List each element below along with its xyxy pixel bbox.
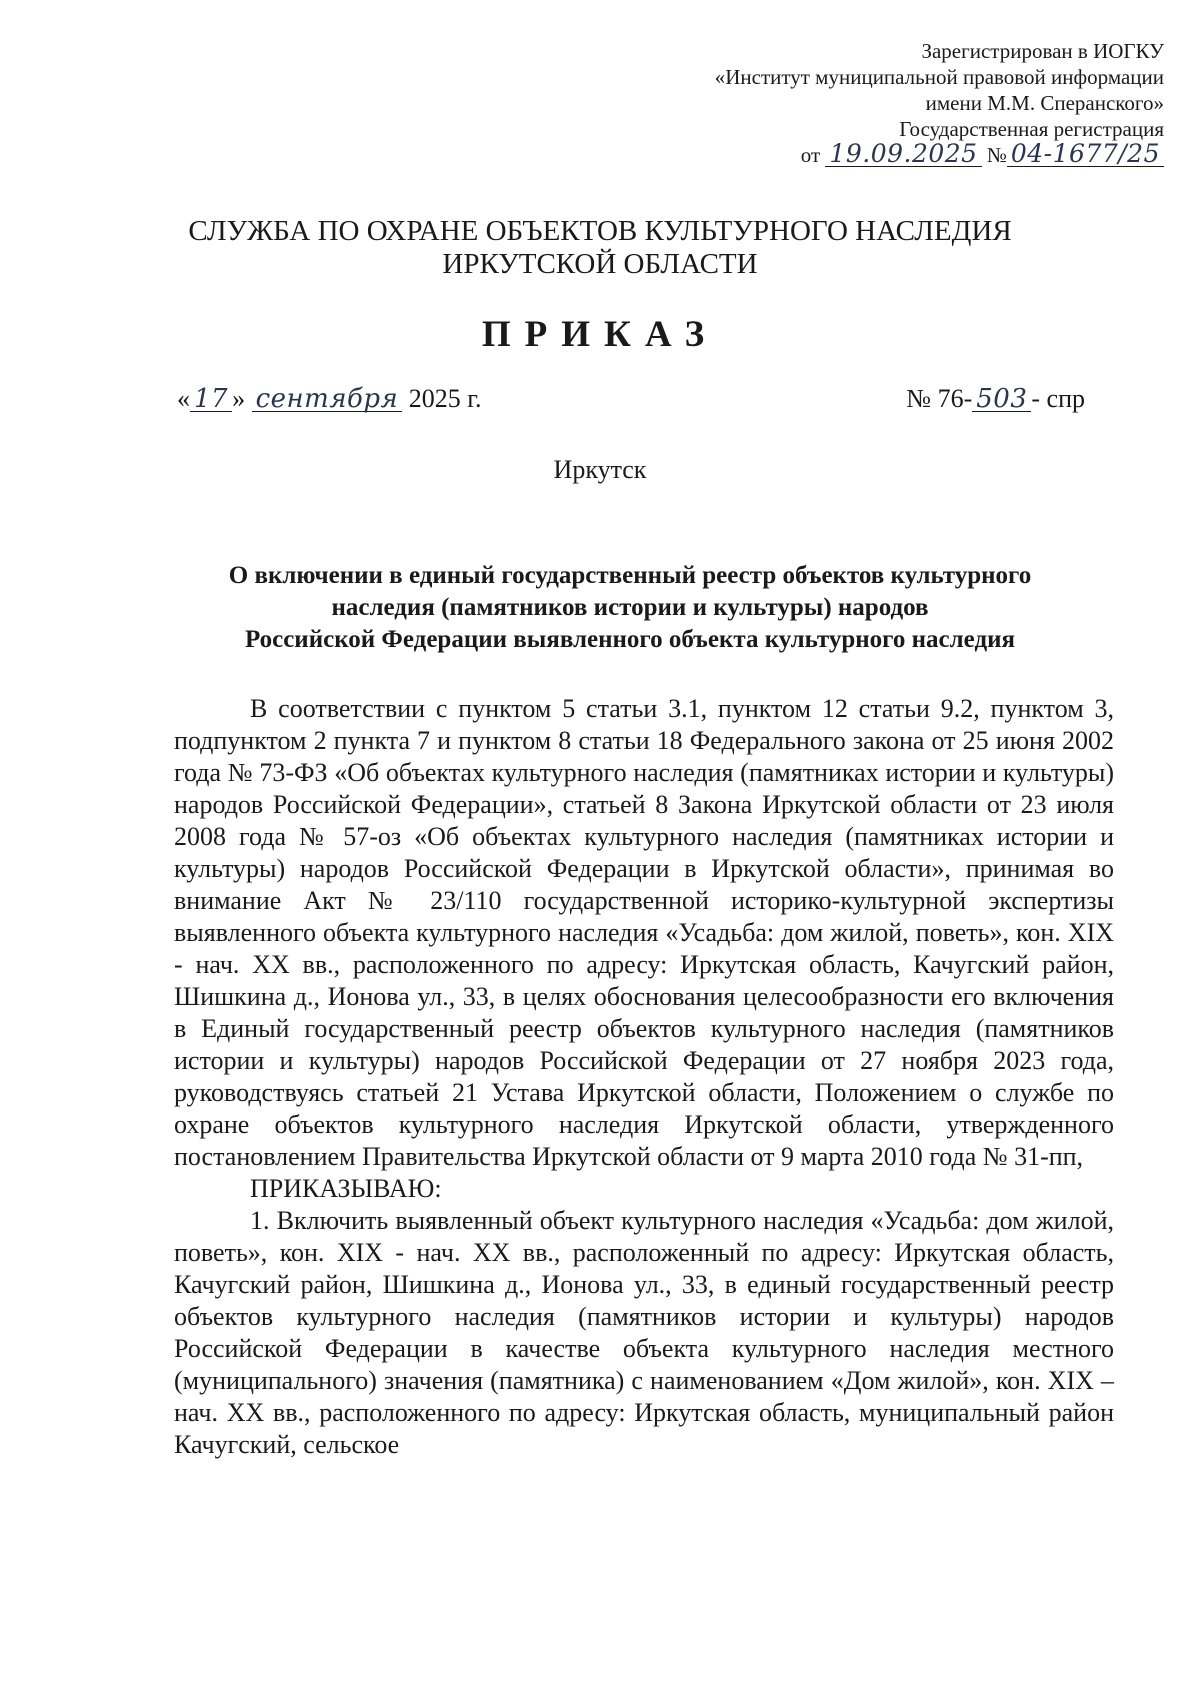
registration-line-1: Зарегистрирован в ИОГКУ xyxy=(921,39,1164,63)
organization-name xyxy=(0,215,1200,281)
title-line-2: наследия (памятников истории и культуры) народов xyxy=(331,594,929,621)
title-line-1: О включении в единый государственный реестр объектов культурного xyxy=(228,562,1032,589)
organization-line-2: ИРКУТСКОЙ ОБЛАСТИ xyxy=(442,248,758,280)
order-month: сентября xyxy=(252,387,403,412)
registration-number-label: № xyxy=(986,143,1007,167)
order-number-handwritten: 503 xyxy=(972,387,1031,412)
order-number-prefix: № 76- xyxy=(906,384,973,413)
document-body xyxy=(174,693,1114,1461)
registration-stamp xyxy=(715,38,1164,168)
registration-line-3: имени М.М. Сперанского» xyxy=(925,91,1164,115)
registration-date-line xyxy=(715,139,1164,168)
preamble-paragraph: В соответствии с пунктом 5 статьи 3.1, пунктом 12 статьи 9.2, пунктом 3, подпунктом 2 пункта 7 и пунктом 8 статьи 18 Федерального закона от 25 июня 2002 года № 73-ФЗ «Об объектах культурного наследия (памятниках истории и культуры) народов Российской Федерации», статьей 8 Закона Иркутской области от 23 июля 2008 года № 57-оз «Об объектах культурного наследия (памятниках истории и культуры) народов Российской Федерации в Иркутской области», принимая во внимание Акт № 23/110 государственной историко-культурной экспертизы выявленного объекта культурного наследия «Усадьба: дом жилой, поветь», кон. XIX - нач. XX вв., расположенного по адресу: Иркутская область, Качугский район, Шишкина д., Ионова ул., 33, в целях обоснования целесообразности его включения в Единый государственный реестр объектов культурного наследия (памятников истории и культуры) народов Российской Федерации от 27 ноября 2023 года, руководствуясь статьей 21 Устава Иркутской области, Положением о службе по охране объектов культурного наследия Иркутской области, утвержденного постановлением Правительства Иркутской области от 9 марта 2010 года № 31-пп, xyxy=(174,694,1114,1171)
organization-line-1: СЛУЖБА ПО ОХРАНЕ ОБЪЕКТОВ КУЛЬТУРНОГО НАСЛЕДИЯ xyxy=(188,215,1012,247)
order-number xyxy=(906,384,1085,414)
command-heading: ПРИКАЗЫВАЮ: xyxy=(250,1174,442,1203)
order-year: 2025 г. xyxy=(408,384,482,413)
document-type: ПРИКАЗ xyxy=(481,314,719,355)
title-line-3: Российской Федерации выявленного объекта культурного наследия xyxy=(244,626,1016,653)
registration-date: 19.09.2025 xyxy=(825,142,981,167)
city: Иркутск xyxy=(553,455,647,484)
item-1-paragraph: 1. Включить выявленный объект культурного наследия «Усадьба: дом жилой, поветь», кон. XIX - нач. XX вв., расположенный по адресу: Иркутская область, Качугский район, Шишкина д., Ионова ул., 33, в единый государственный реестр объектов культурного наследия (памятников истории и культуры) народов Российской Федерации в качестве объекта культурного наследия местного (муниципального) значения (памятника) с наименованием «Дом жилой», кон. XIX – нач. XX вв., расположенного по адресу: Иркутская область, муниципальный район Качугский, сельское xyxy=(174,1206,1114,1459)
order-day: 17 xyxy=(190,387,232,412)
order-number-suffix: - спр xyxy=(1031,384,1085,413)
order-date xyxy=(177,384,482,414)
document-title xyxy=(150,560,1110,656)
registration-line-4: Государственная регистрация xyxy=(899,117,1164,141)
quote-open: « xyxy=(177,384,190,413)
registration-line-2: «Институт муниципальной правовой информации xyxy=(714,65,1164,89)
registration-number: 04-1677/25 xyxy=(1007,142,1164,167)
registration-from-label: от xyxy=(800,143,821,167)
quote-close: » xyxy=(232,384,246,413)
